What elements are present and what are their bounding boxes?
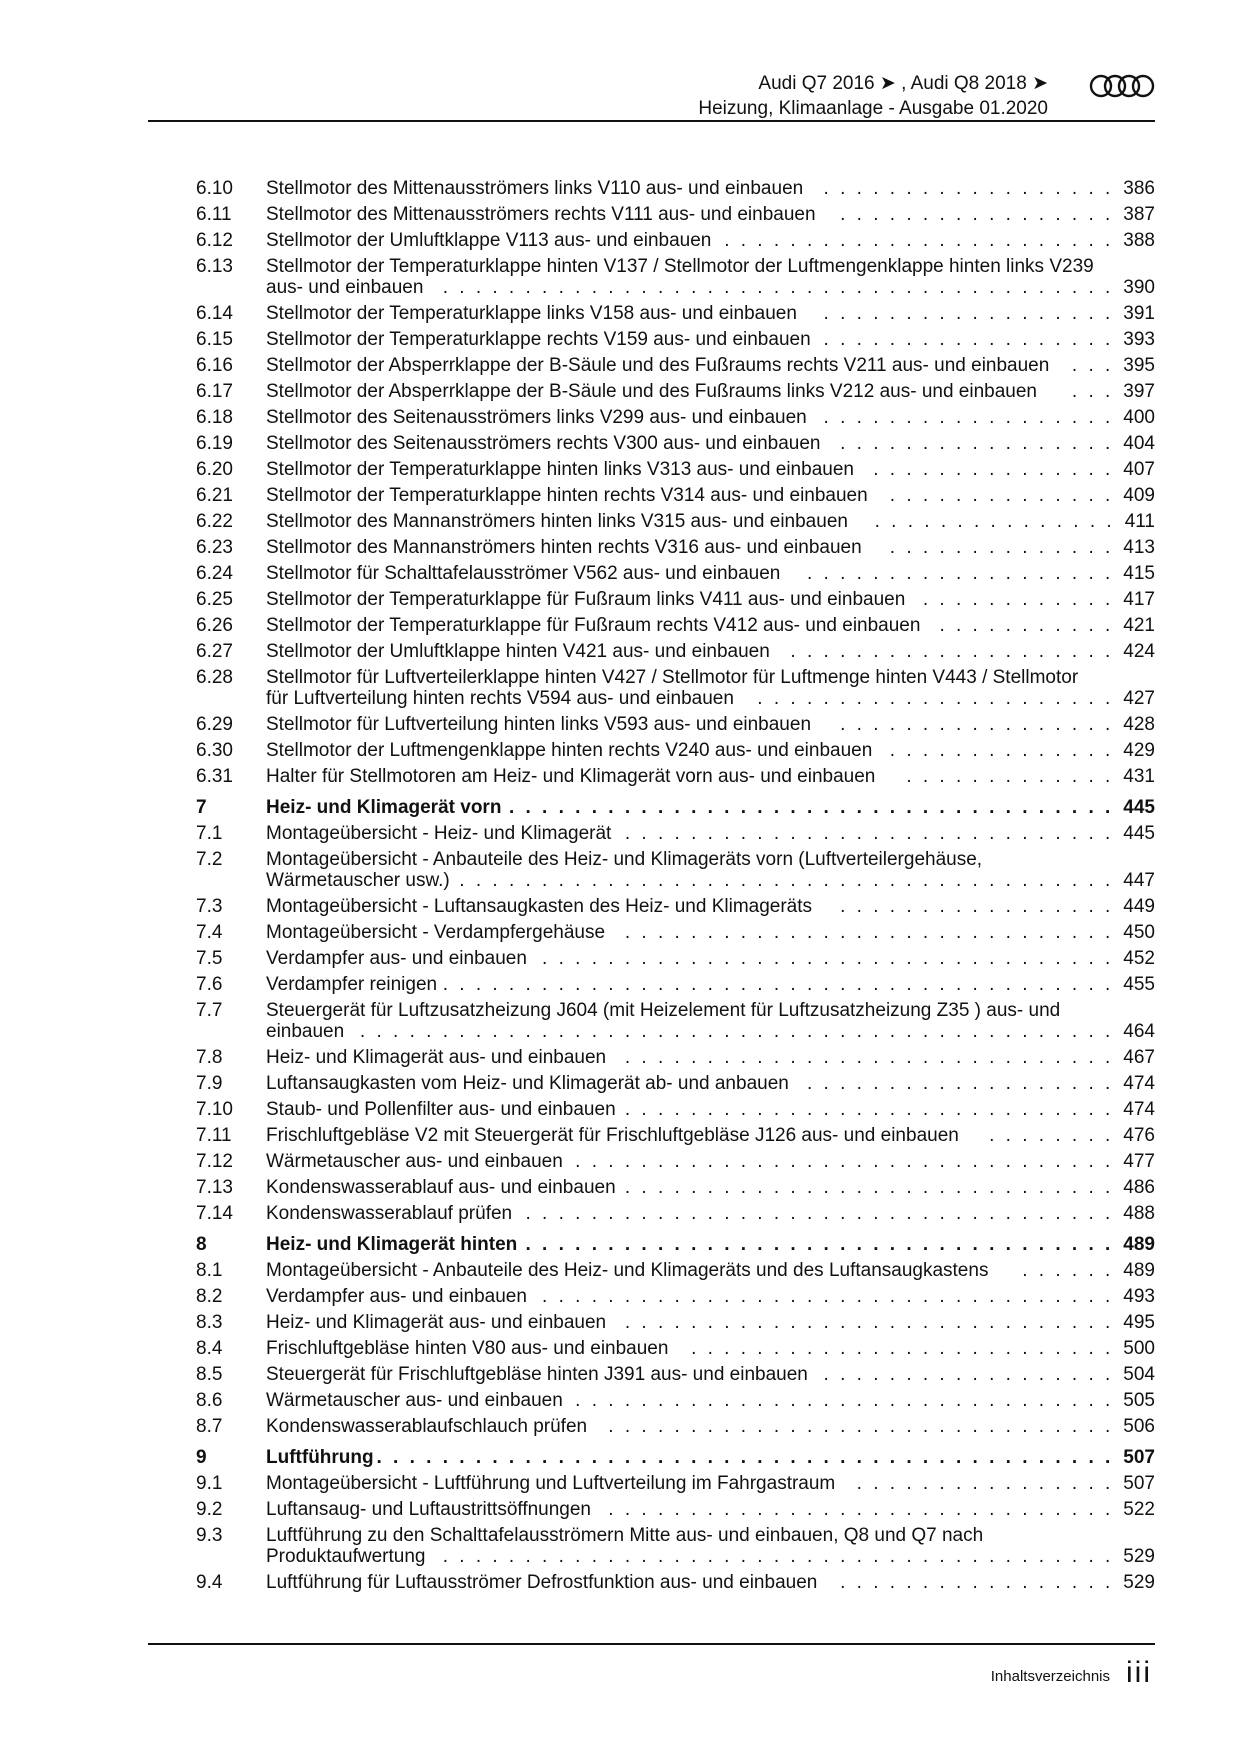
dot-leader: . . . . . . . . . . . . . .	[889, 537, 1114, 558]
toc-entry-number: 7.3	[196, 896, 223, 917]
dot-leader: . . . . . . . . . . . . . . . . . . . . . . . . . . . . . . . . . . .	[542, 948, 1114, 969]
toc-entry[interactable]	[196, 1310, 1155, 1336]
toc-entry-title[interactable]: Stellmotor der Temperaturklappe hinten links V313 aus- und einbauen	[266, 459, 854, 480]
toc-entry-title[interactable]: Luftführung zu den Schalttafelausströmern Mitte aus- und einbauen, Q8 und Q7 nach Produktaufwertung	[266, 1525, 984, 1567]
toc-entry-title[interactable]: Montageübersicht - Anbauteile des Heiz- und Klimageräts und des Luftansaugkastens	[266, 1260, 989, 1281]
toc-entry[interactable]	[196, 176, 1155, 202]
toc-entry-title[interactable]: Stellmotor der Umluftklappe hinten V421 aus- und einbauen	[266, 641, 770, 662]
toc-entry-page[interactable]: 428	[1123, 714, 1155, 735]
toc-entry[interactable]	[196, 847, 1155, 894]
toc-entry-number: 6.26	[196, 615, 233, 636]
dot-leader: . . . . . . . . . . . . . . . . . . . .	[790, 641, 1114, 662]
toc-entry[interactable]	[196, 202, 1155, 228]
dot-leader: . . . . . . . . . . . . . . . . . . . . . . . . . . . . . . . . . . . . . . . .	[459, 870, 1114, 891]
toc-entry-page[interactable]: 450	[1123, 922, 1155, 943]
toc-entry-page[interactable]: 415	[1123, 563, 1155, 584]
toc-entry-title[interactable]: Steuergerät für Frischluftgebläse hinten J391 aus- und einbauen	[266, 1364, 808, 1385]
toc-entry-title[interactable]: Luftansaug- und Luftaustrittsöffnungen	[266, 1499, 592, 1520]
dot-leader: . . . . . . . . . . . . . . . . .	[840, 204, 1114, 225]
toc-entry[interactable]	[196, 1471, 1155, 1497]
toc-entry[interactable]	[196, 301, 1155, 327]
toc-entry-page[interactable]: 486	[1123, 1177, 1155, 1198]
toc-entry-title[interactable]: Staub- und Pollenfilter aus- und einbauen	[266, 1099, 616, 1120]
toc-entry-title[interactable]: Stellmotor der Temperaturklappe rechts V159 aus- und einbauen	[266, 329, 811, 350]
toc-entry-number: 9.4	[196, 1572, 223, 1593]
toc-entry[interactable]	[196, 254, 1155, 301]
toc-entry-page[interactable]: 488	[1123, 1203, 1155, 1224]
toc-entry[interactable]	[196, 738, 1155, 764]
toc-entry-title[interactable]: Stellmotor des Mittenausströmers rechts V111 aus- und einbauen	[266, 204, 816, 225]
dot-leader: . . . . . . . . . . . . . . . . . . . . . . . . . . . . . .	[624, 823, 1114, 844]
toc-entry-page[interactable]: 400	[1123, 407, 1155, 428]
header-model-line: Audi Q7 2016 ➤ , Audi Q8 2018 ➤	[758, 73, 1048, 94]
dot-leader: . . . . . .	[1022, 1260, 1114, 1281]
toc-entry-page[interactable]: 390	[1123, 277, 1155, 298]
dot-leader: . . . . . . . . . . . . . . . . . . . . . . . . . . . . . . . . . . . .	[525, 1234, 1114, 1255]
toc-entry-title[interactable]: Heiz- und Klimagerät hinten	[266, 1234, 518, 1255]
dot-leader: . . . . . . . . . . . . . . . . . . . . . . . . . . . . . . . . .	[575, 1390, 1114, 1411]
toc-entry-number: 6.16	[196, 355, 233, 376]
toc-entry-number: 6.17	[196, 381, 233, 402]
toc-entry[interactable]	[196, 509, 1155, 535]
toc-entry[interactable]	[196, 1570, 1155, 1596]
toc-entry-number: 6.15	[196, 329, 233, 350]
toc-entry[interactable]	[196, 1336, 1155, 1362]
toc-entry-page[interactable]: 529	[1123, 1546, 1155, 1567]
toc-entry-page[interactable]: 522	[1123, 1499, 1155, 1520]
toc-entry[interactable]	[196, 405, 1155, 431]
toc-entry-page[interactable]: 489	[1123, 1234, 1155, 1255]
toc-entry-page[interactable]: 386	[1123, 178, 1155, 199]
toc-entry-number: 7.8	[196, 1047, 223, 1068]
toc-entry[interactable]	[196, 1045, 1155, 1071]
toc-entry-page[interactable]: 391	[1123, 303, 1155, 324]
toc-entry-title[interactable]: Stellmotor des Mittenausströmers links V110 aus- und einbauen	[266, 178, 804, 199]
dot-leader: . . . . . . . . . . . . . . . . . . .	[806, 563, 1114, 584]
toc-entry-number: 7.1	[196, 823, 223, 844]
toc-entry[interactable]	[196, 1388, 1155, 1414]
toc-entry-title[interactable]: Stellmotor des Mannanströmers hinten links V315 aus- und einbauen	[266, 511, 848, 532]
dot-leader: . . . . . . . . . . . . . . . . . . . . . . . . . . . . . . .	[608, 1499, 1114, 1520]
toc-entry-title[interactable]: Stellmotor der Temperaturklappe hinten rechts V314 aus- und einbauen	[266, 485, 868, 506]
toc-entry[interactable]	[196, 327, 1155, 353]
dot-leader: . . .	[1071, 381, 1114, 402]
toc-entry-page[interactable]: 429	[1123, 740, 1155, 761]
toc-entry[interactable]	[196, 561, 1155, 587]
toc-entry-title[interactable]: Verdampfer aus- und einbauen	[266, 948, 527, 969]
toc-entry[interactable]	[196, 1258, 1155, 1284]
toc-entry-title[interactable]: Wärmetauscher aus- und einbauen	[266, 1390, 563, 1411]
toc-entry-number: 6.31	[196, 766, 233, 787]
dot-leader: . . . . . . . . . . . . . . . . .	[840, 714, 1114, 735]
dot-leader: . . . . . . . . . . . . . . .	[873, 459, 1114, 480]
toc-entry-number: 9.1	[196, 1473, 223, 1494]
audi-rings-logo-icon	[1089, 74, 1155, 98]
toc-entry-title[interactable]: Stellmotor der Luftmengenklappe hinten rechts V240 aus- und einbauen	[266, 740, 873, 761]
toc-entry-number: 8.7	[196, 1416, 223, 1437]
toc-entry-number: 9.2	[196, 1499, 223, 1520]
toc-entry-number: 6.27	[196, 641, 233, 662]
toc-entry-number: 9.3	[196, 1525, 223, 1546]
dot-leader: . . . . . . . . . . . . . . . . . . . . . . . . . . . . . . .	[608, 1416, 1114, 1437]
toc-entry-page[interactable]: 489	[1123, 1260, 1155, 1281]
toc-entry[interactable]	[196, 639, 1155, 665]
toc-entry-title[interactable]: Wärmetauscher aus- und einbauen	[266, 1151, 563, 1172]
toc-entry-number: 7.2	[196, 849, 223, 870]
toc-entry-title[interactable]: Verdampfer aus- und einbauen	[266, 1286, 527, 1307]
toc-entry-title[interactable]: Luftführung	[266, 1447, 374, 1468]
toc-entry[interactable]	[196, 1362, 1155, 1388]
toc-entry-number: 9	[196, 1447, 207, 1468]
toc-entry-title[interactable]: Montageübersicht - Anbauteile des Heiz- und Klimageräts vorn (Luftverteilergehäuse, Wärmetauscher usw.)	[266, 849, 983, 891]
dot-leader: . . . . . . . . . . . . . . . . . . . . . . . . . . . . . . . . . . . . . . . . . . . . .	[376, 1447, 1114, 1468]
toc-entry-page[interactable]: 393	[1123, 329, 1155, 350]
toc-entry-number: 6.24	[196, 563, 233, 584]
dot-leader: . . . . . . . . . . . . . . . . . . . . . . . . . . . . . . . . . . . .	[525, 1203, 1114, 1224]
toc-entry-page[interactable]: 505	[1123, 1390, 1155, 1411]
toc-section-heading[interactable]	[196, 1445, 1155, 1471]
toc-entry-number: 8.6	[196, 1390, 223, 1411]
dot-leader: . . . . . . . . . . . . . . . . . . . . . . . . . .	[691, 1338, 1114, 1359]
toc-entry-title[interactable]: Heiz- und Klimagerät aus- und einbauen	[266, 1047, 607, 1068]
dot-leader: . . . . . . . . . . . . . . . . . . . . . . . . . . . . . . . . . . . . . . . . .	[442, 1546, 1114, 1567]
dot-leader: . . . . . . . . . . . . .	[906, 766, 1114, 787]
toc-entry-number: 6.10	[196, 178, 233, 199]
dot-leader: . . . . . . . . . . . . . . . . . .	[823, 178, 1114, 199]
toc-entry-title[interactable]: Montageübersicht - Luftansaugkasten des Heiz- und Klimageräts	[266, 896, 813, 917]
dot-leader: . . . . . . . . . . . . . . . . . . .	[806, 1073, 1114, 1094]
toc-entry-page[interactable]: 388	[1123, 230, 1155, 251]
dot-leader: . . . . . . . .	[989, 1125, 1114, 1146]
dot-leader: . . . . . . . . . . . . . . . . . . . . . . . . . . . . . . . . . . . . . . . . .	[442, 974, 1114, 995]
toc-entry[interactable]	[196, 894, 1155, 920]
toc-entry[interactable]	[196, 946, 1155, 972]
toc-entry-page[interactable]: 395	[1123, 355, 1155, 376]
footer-divider	[148, 1643, 1155, 1645]
toc-entry-number: 8.2	[196, 1286, 223, 1307]
dot-leader: . . . . . . . . . . .	[939, 615, 1114, 636]
dot-leader: . . . . . . . . . . . . . .	[889, 740, 1114, 761]
toc-entry-number: 6.13	[196, 256, 233, 277]
toc-entry-page[interactable]: 427	[1123, 688, 1155, 709]
toc-entry-page[interactable]: 500	[1123, 1338, 1155, 1359]
toc-entry-page[interactable]: 467	[1123, 1047, 1155, 1068]
toc-entry-title[interactable]: Stellmotor für Luftverteilung hinten links V593 aus- und einbauen	[266, 714, 812, 735]
toc-entry-title[interactable]: Stellmotor des Seitenausströmers rechts V300 aus- und einbauen	[266, 433, 821, 454]
toc-entry-page[interactable]: 431	[1123, 766, 1155, 787]
toc-entry[interactable]	[196, 1201, 1155, 1227]
toc-entry-number: 7.9	[196, 1073, 223, 1094]
dot-leader: . . . . . . . . . . . . . . . . . . . . . . . . . . . . . . . . . . . . . . . . .	[442, 277, 1114, 298]
toc-entry-title[interactable]: Stellmotor der Temperaturklappe für Fußraum links V411 aus- und einbauen	[266, 589, 906, 610]
toc-entry[interactable]	[196, 1149, 1155, 1175]
toc-entry[interactable]	[196, 483, 1155, 509]
dot-leader: . . . . . . . . . . . . . . . . . .	[823, 303, 1114, 324]
toc-entry[interactable]	[196, 998, 1155, 1045]
toc-entry[interactable]	[196, 1284, 1155, 1310]
toc-entry-page[interactable]: 409	[1123, 485, 1155, 506]
toc-entry[interactable]	[196, 535, 1155, 561]
dot-leader: . . . . . . . . . . . . . . . . . . . . . . . . . . . . . .	[624, 1177, 1114, 1198]
toc-entry-page[interactable]: 424	[1123, 641, 1155, 662]
toc-entry-page[interactable]: 397	[1123, 381, 1155, 402]
toc-entry-title[interactable]: Frischluftgebläse hinten V80 aus- und einbauen	[266, 1338, 669, 1359]
toc-entry-number: 6.11	[196, 204, 232, 225]
dot-leader: . . . . . . . . . . . . . . . . . . . . . . . . . . . . . . . . . . .	[542, 1286, 1114, 1307]
toc-entry[interactable]	[196, 613, 1155, 639]
dot-leader: . . . . . . . . . . . . . . . . . . . . . . . . . . . . . .	[624, 922, 1114, 943]
toc-entry-number: 6.20	[196, 459, 233, 480]
toc-entry-number: 7.10	[196, 1099, 233, 1120]
dot-leader: . . . . . . . . . . . . . . . . . . . . . . . . . . . . . .	[624, 1099, 1114, 1120]
dot-leader: . . . . . . . . . . . . . . . . . . . . . . . . . . . . . . . . . . . . . . . . . . . . . .	[359, 1021, 1114, 1042]
toc-entry-number: 8.1	[196, 1260, 223, 1281]
toc-entry-number: 6.12	[196, 230, 233, 251]
dot-leader: . . . . . . . . . . . . . . . .	[856, 1473, 1114, 1494]
toc-entry-page[interactable]: 413	[1123, 537, 1155, 558]
toc-entry[interactable]	[196, 228, 1155, 254]
dot-leader: . . . . . . . . . . . . . . .	[874, 511, 1115, 532]
dot-leader: . . .	[1071, 355, 1114, 376]
toc-entry[interactable]	[196, 587, 1155, 613]
dot-leader: . . . . . . . . . . . . . . . . . . . . . . . . . . . . . . . . . . . . .	[508, 797, 1114, 818]
toc-entry[interactable]	[196, 457, 1155, 483]
toc-entry-page[interactable]: 417	[1123, 589, 1155, 610]
toc-entry-number: 7.7	[196, 1000, 223, 1021]
toc-entry-number: 7.11	[196, 1125, 232, 1146]
toc-entry-title[interactable]: Stellmotor der Temperaturklappe hinten V137 / Stellmotor der Luftmengenklappe hinten links V239 aus- und einbauen	[266, 256, 1094, 298]
toc-entry-number: 8.4	[196, 1338, 223, 1359]
dot-leader: . . . . . . . . . . . . . . . . . . . . . .	[757, 688, 1114, 709]
table-of-contents	[196, 176, 1155, 1596]
dot-leader: . . . . . . . . . . . . . .	[889, 485, 1114, 506]
toc-entry-title[interactable]: Kondenswasserablaufschlauch prüfen	[266, 1416, 588, 1437]
toc-entry-number: 6.18	[196, 407, 233, 428]
toc-entry-number: 6.21	[196, 485, 233, 506]
dot-leader: . . . . . . . . . . . . . . . . . . . . . . . .	[724, 230, 1114, 251]
toc-entry-title[interactable]: Heiz- und Klimagerät vorn	[266, 797, 502, 818]
toc-entry-title[interactable]: Stellmotor des Seitenausströmers links V299 aus- und einbauen	[266, 407, 807, 428]
toc-section-heading[interactable]	[196, 795, 1155, 821]
toc-entry-number: 6.30	[196, 740, 233, 761]
toc-section-heading[interactable]	[196, 1232, 1155, 1258]
toc-entry-title[interactable]: Halter für Stellmotoren am Heiz- und Klimagerät vorn aus- und einbauen	[266, 766, 876, 787]
toc-entry-page[interactable]: 507	[1123, 1473, 1155, 1494]
toc-entry-title[interactable]: Verdampfer reinigen	[266, 974, 438, 995]
toc-entry-number: 6.25	[196, 589, 233, 610]
dot-leader: . . . . . . . . . . . . . . . . . . . . . . . . . . . . . .	[624, 1047, 1114, 1068]
dot-leader: . . . . . . . . . . . . . . . . .	[840, 433, 1114, 454]
toc-entry[interactable]	[196, 1123, 1155, 1149]
toc-entry-number: 7.12	[196, 1151, 233, 1172]
toc-entry[interactable]	[196, 821, 1155, 847]
toc-entry-number: 8	[196, 1234, 207, 1255]
toc-entry[interactable]	[196, 665, 1155, 712]
toc-entry-number: 6.14	[196, 303, 233, 324]
toc-entry[interactable]	[196, 431, 1155, 457]
toc-entry-number: 7.5	[196, 948, 223, 969]
toc-entry-number: 8.5	[196, 1364, 223, 1385]
dot-leader: . . . . . . . . . . . . . . . . . .	[823, 329, 1114, 350]
toc-entry-title[interactable]: Stellmotor der Umluftklappe V113 aus- und einbauen	[266, 230, 712, 251]
toc-entry-title[interactable]: Frischluftgebläse V2 mit Steuergerät für Frischluftgebläse J126 aus- und einbauen	[266, 1125, 959, 1146]
toc-entry-title[interactable]: Montageübersicht - Verdampfergehäuse	[266, 922, 606, 943]
toc-entry-page[interactable]: 477	[1123, 1151, 1155, 1172]
toc-entry-title[interactable]: Kondenswasserablauf aus- und einbauen	[266, 1177, 616, 1198]
toc-entry-page[interactable]: 404	[1123, 433, 1155, 454]
header-divider	[148, 120, 1155, 122]
footer-section-label: Inhaltsverzeichnis	[990, 1668, 1110, 1685]
dot-leader: . . . . . . . . . . . . . . . . . . . . . . . . . . . . . . . . .	[575, 1151, 1114, 1172]
page-number: iii	[1126, 1656, 1152, 1689]
toc-entry-page[interactable]: 452	[1123, 948, 1155, 969]
toc-entry[interactable]	[196, 972, 1155, 998]
toc-entry-number: 7.13	[196, 1177, 233, 1198]
toc-entry-number: 6.19	[196, 433, 233, 454]
toc-entry-title[interactable]: Stellmotor der Absperrklappe der B-Säule und des Fußraums links V212 aus- und einbauen	[266, 381, 1037, 402]
toc-entry[interactable]	[196, 1097, 1155, 1123]
toc-entry-title[interactable]: Heiz- und Klimagerät aus- und einbauen	[266, 1312, 607, 1333]
toc-entry-number: 7.4	[196, 922, 223, 943]
toc-entry-number: 6.28	[196, 667, 233, 688]
toc-entry-page[interactable]: 495	[1123, 1312, 1155, 1333]
toc-entry-page[interactable]: 447	[1123, 870, 1155, 891]
toc-entry[interactable]	[196, 1523, 1155, 1570]
toc-entry[interactable]	[196, 764, 1155, 790]
toc-entry-page[interactable]: 474	[1123, 1073, 1155, 1094]
toc-entry-title[interactable]: Montageübersicht - Heiz- und Klimagerät	[266, 823, 612, 844]
toc-entry-number: 7.14	[196, 1203, 233, 1224]
toc-entry-title[interactable]: Stellmotor der Temperaturklappe links V158 aus- und einbauen	[266, 303, 797, 324]
toc-entry-page[interactable]: 455	[1123, 974, 1155, 995]
toc-entry-page[interactable]: 445	[1123, 797, 1155, 818]
toc-entry-page[interactable]: 506	[1123, 1416, 1155, 1437]
toc-entry-title[interactable]: Montageübersicht - Luftführung und Luftverteilung im Fahrgastraum	[266, 1473, 836, 1494]
dot-leader: . . . . . . . . . . . . . . . . .	[840, 896, 1114, 917]
toc-entry[interactable]	[196, 1497, 1155, 1523]
toc-entry-number: 6.29	[196, 714, 233, 735]
toc-entry-page[interactable]: 504	[1123, 1364, 1155, 1385]
toc-entry[interactable]	[196, 1414, 1155, 1440]
toc-entry-title[interactable]: Stellmotor der Temperaturklappe für Fußraum rechts V412 aus- und einbauen	[266, 615, 921, 636]
toc-entry-page[interactable]: 529	[1123, 1572, 1155, 1593]
toc-entry-number: 7.6	[196, 974, 223, 995]
toc-entry-page[interactable]: 464	[1123, 1021, 1155, 1042]
toc-entry-page[interactable]: 411	[1124, 511, 1155, 532]
toc-entry[interactable]	[196, 712, 1155, 738]
toc-entry-page[interactable]: 387	[1123, 204, 1155, 225]
toc-entry-page[interactable]: 474	[1123, 1099, 1155, 1120]
toc-entry-number: 6.23	[196, 537, 233, 558]
toc-entry[interactable]	[196, 920, 1155, 946]
toc-entry-title[interactable]: Stellmotor für Luftverteilerklappe hinten V427 / Stellmotor für Luftmenge hinten V443 / Stellmotor für Luftverteilung hinten rechts V594 aus- und einbauen	[266, 667, 1079, 709]
toc-entry-title[interactable]: Luftansaugkasten vom Heiz- und Klimagerät ab- und anbauen	[266, 1073, 789, 1094]
toc-entry-page[interactable]: 445	[1123, 823, 1155, 844]
header-title: Heizung, Klimaanlage - Ausgabe 01.2020	[698, 98, 1048, 119]
toc-entry[interactable]	[196, 1175, 1155, 1201]
toc-entry-number: 6.22	[196, 511, 233, 532]
toc-entry-page[interactable]: 507	[1123, 1447, 1155, 1468]
toc-entry-title[interactable]: Steuergerät für Luftzusatzheizung J604 (mit Heizelement für Luftzusatzheizung Z35 ) aus- und einbauen	[266, 1000, 1061, 1042]
toc-entry-page[interactable]: 493	[1123, 1286, 1155, 1307]
toc-entry[interactable]	[196, 353, 1155, 379]
toc-entry-number: 8.3	[196, 1312, 223, 1333]
toc-entry[interactable]	[196, 1071, 1155, 1097]
toc-entry-page[interactable]: 476	[1123, 1125, 1155, 1146]
toc-entry[interactable]	[196, 379, 1155, 405]
dot-leader: . . . . . . . . . . . .	[922, 589, 1114, 610]
toc-entry-title[interactable]: Kondenswasserablauf prüfen	[266, 1203, 513, 1224]
dot-leader: . . . . . . . . . . . . . . . . . . . . . . . . . . . . . .	[624, 1312, 1114, 1333]
toc-entry-page[interactable]: 449	[1123, 896, 1155, 917]
dot-leader: . . . . . . . . . . . . . . . . . .	[823, 407, 1114, 428]
toc-entry-number: 7	[196, 797, 207, 818]
toc-entry-title[interactable]: Stellmotor für Schalttafelausströmer V562 aus- und einbauen	[266, 563, 781, 584]
toc-entry-title[interactable]: Stellmotor der Absperrklappe der B-Säule und des Fußraums rechts V211 aus- und einbauen	[266, 355, 1050, 376]
toc-entry-page[interactable]: 407	[1123, 459, 1155, 480]
dot-leader: . . . . . . . . . . . . . . . . .	[840, 1572, 1114, 1593]
toc-entry-title[interactable]: Luftführung für Luftausströmer Defrostfunktion aus- und einbauen	[266, 1572, 818, 1593]
dot-leader: . . . . . . . . . . . . . . . . . .	[823, 1364, 1114, 1385]
toc-entry-page[interactable]: 421	[1123, 615, 1155, 636]
toc-entry-title[interactable]: Stellmotor des Mannanströmers hinten rechts V316 aus- und einbauen	[266, 537, 862, 558]
